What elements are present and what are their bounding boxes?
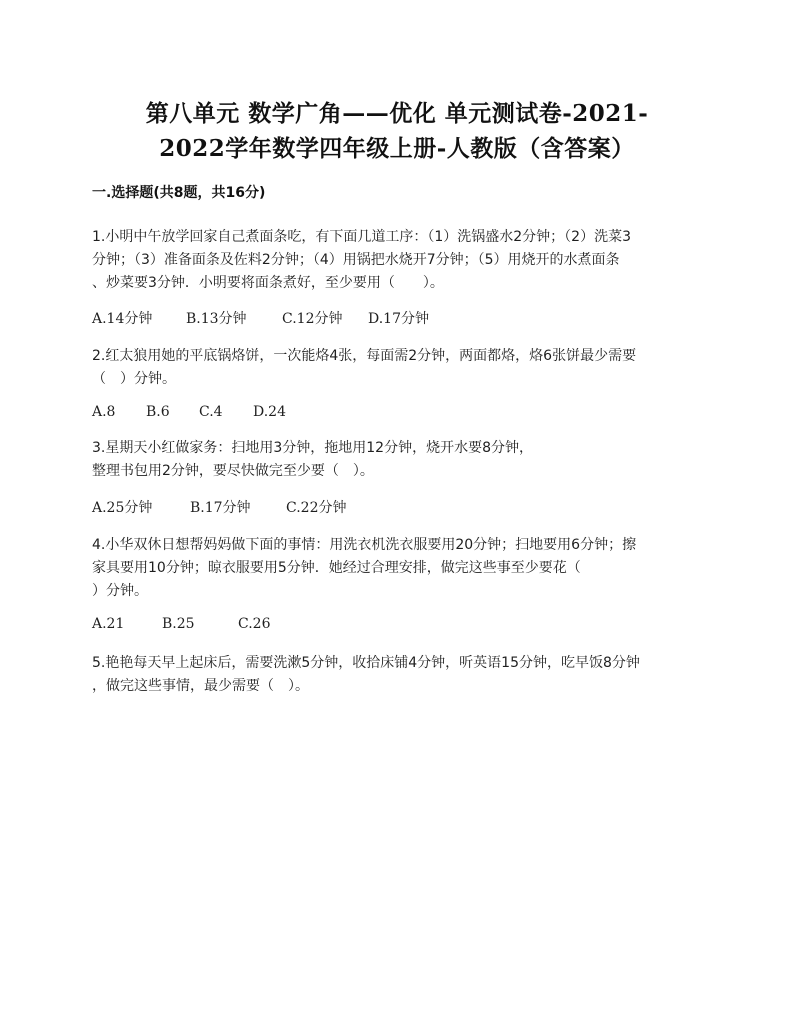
question-1-line-3: 、炒菜要3分钟．小明要将面条煮好，至少要用（ ）。	[92, 275, 444, 291]
question-1-option-c: C.12分钟	[282, 311, 343, 327]
question-4-line-2: 家具要用10分钟；晾衣服要用5分钟．她经过合理安排，做完这些事至少要花（	[92, 560, 581, 576]
question-1-options	[92, 308, 429, 328]
question-3-options	[92, 497, 346, 517]
question-4-option-c: C.26	[238, 616, 271, 632]
question-4-option-a: A.21	[92, 616, 125, 632]
question-3-option-a: A.25分钟	[92, 500, 153, 516]
document-title-line-2: 2022学年数学四年级上册-人教版（含答案）	[159, 135, 635, 162]
question-2-line-1: 2.红太狼用她的平底锅烙饼，一次能烙4张，每面需2分钟，两面都烙，烙6张饼最少需要	[92, 348, 637, 364]
question-1-option-d: D.17分钟	[368, 311, 429, 327]
document-title-line-1: 第八单元 数学广角——优化 单元测试卷-2021-	[145, 100, 649, 127]
question-3-line-2: 整理书包用2分钟，要尽快做完至少要（ ）。	[92, 463, 374, 479]
question-1-line-2: 分钟；（3）准备面条及佐料2分钟；（4）用锅把水烧开7分钟；（5）用烧开的水煮面条	[92, 252, 620, 268]
question-1-line-1: 1.小明中午放学回家自己煮面条吃，有下面几道工序：（1）洗锅盛水2分钟；（2）洗菜3	[92, 229, 631, 245]
question-4-options	[92, 616, 270, 632]
question-2-options	[92, 404, 286, 420]
question-5-line-1: 5.艳艳每天早上起床后，需要洗漱5分钟，收拾床铺4分钟，听英语15分钟，吃早饭8分钟	[92, 655, 640, 671]
question-4-line-3: ）分钟。	[92, 583, 148, 599]
question-2-option-a: A.8	[92, 404, 116, 420]
question-3-option-b: B.17分钟	[190, 500, 251, 516]
question-2-option-b: B.6	[146, 404, 170, 420]
question-5-line-2: ，做完这些事情，最少需要（ ）。	[92, 678, 309, 694]
question-1-option-a: A.14分钟	[92, 311, 153, 327]
question-4-line-1: 4.小华双休日想帮妈妈做下面的事情：用洗衣机洗衣服要用20分钟；扫地要用6分钟；擦	[92, 537, 637, 553]
question-1-option-b: B.13分钟	[186, 311, 247, 327]
question-3-option-c: C.22分钟	[286, 500, 347, 516]
question-3-line-1: 3.星期天小红做家务：扫地用3分钟，拖地用12分钟，烧开水要8分钟，	[92, 440, 533, 456]
question-2-option-c: C.4	[199, 404, 223, 420]
question-4-option-b: B.25	[162, 616, 195, 632]
section-heading: 一.选择题(共8题，共16分)	[92, 185, 266, 201]
question-2-line-2: （ ）分钟。	[92, 371, 176, 387]
question-2-option-d: D.24	[253, 404, 286, 420]
